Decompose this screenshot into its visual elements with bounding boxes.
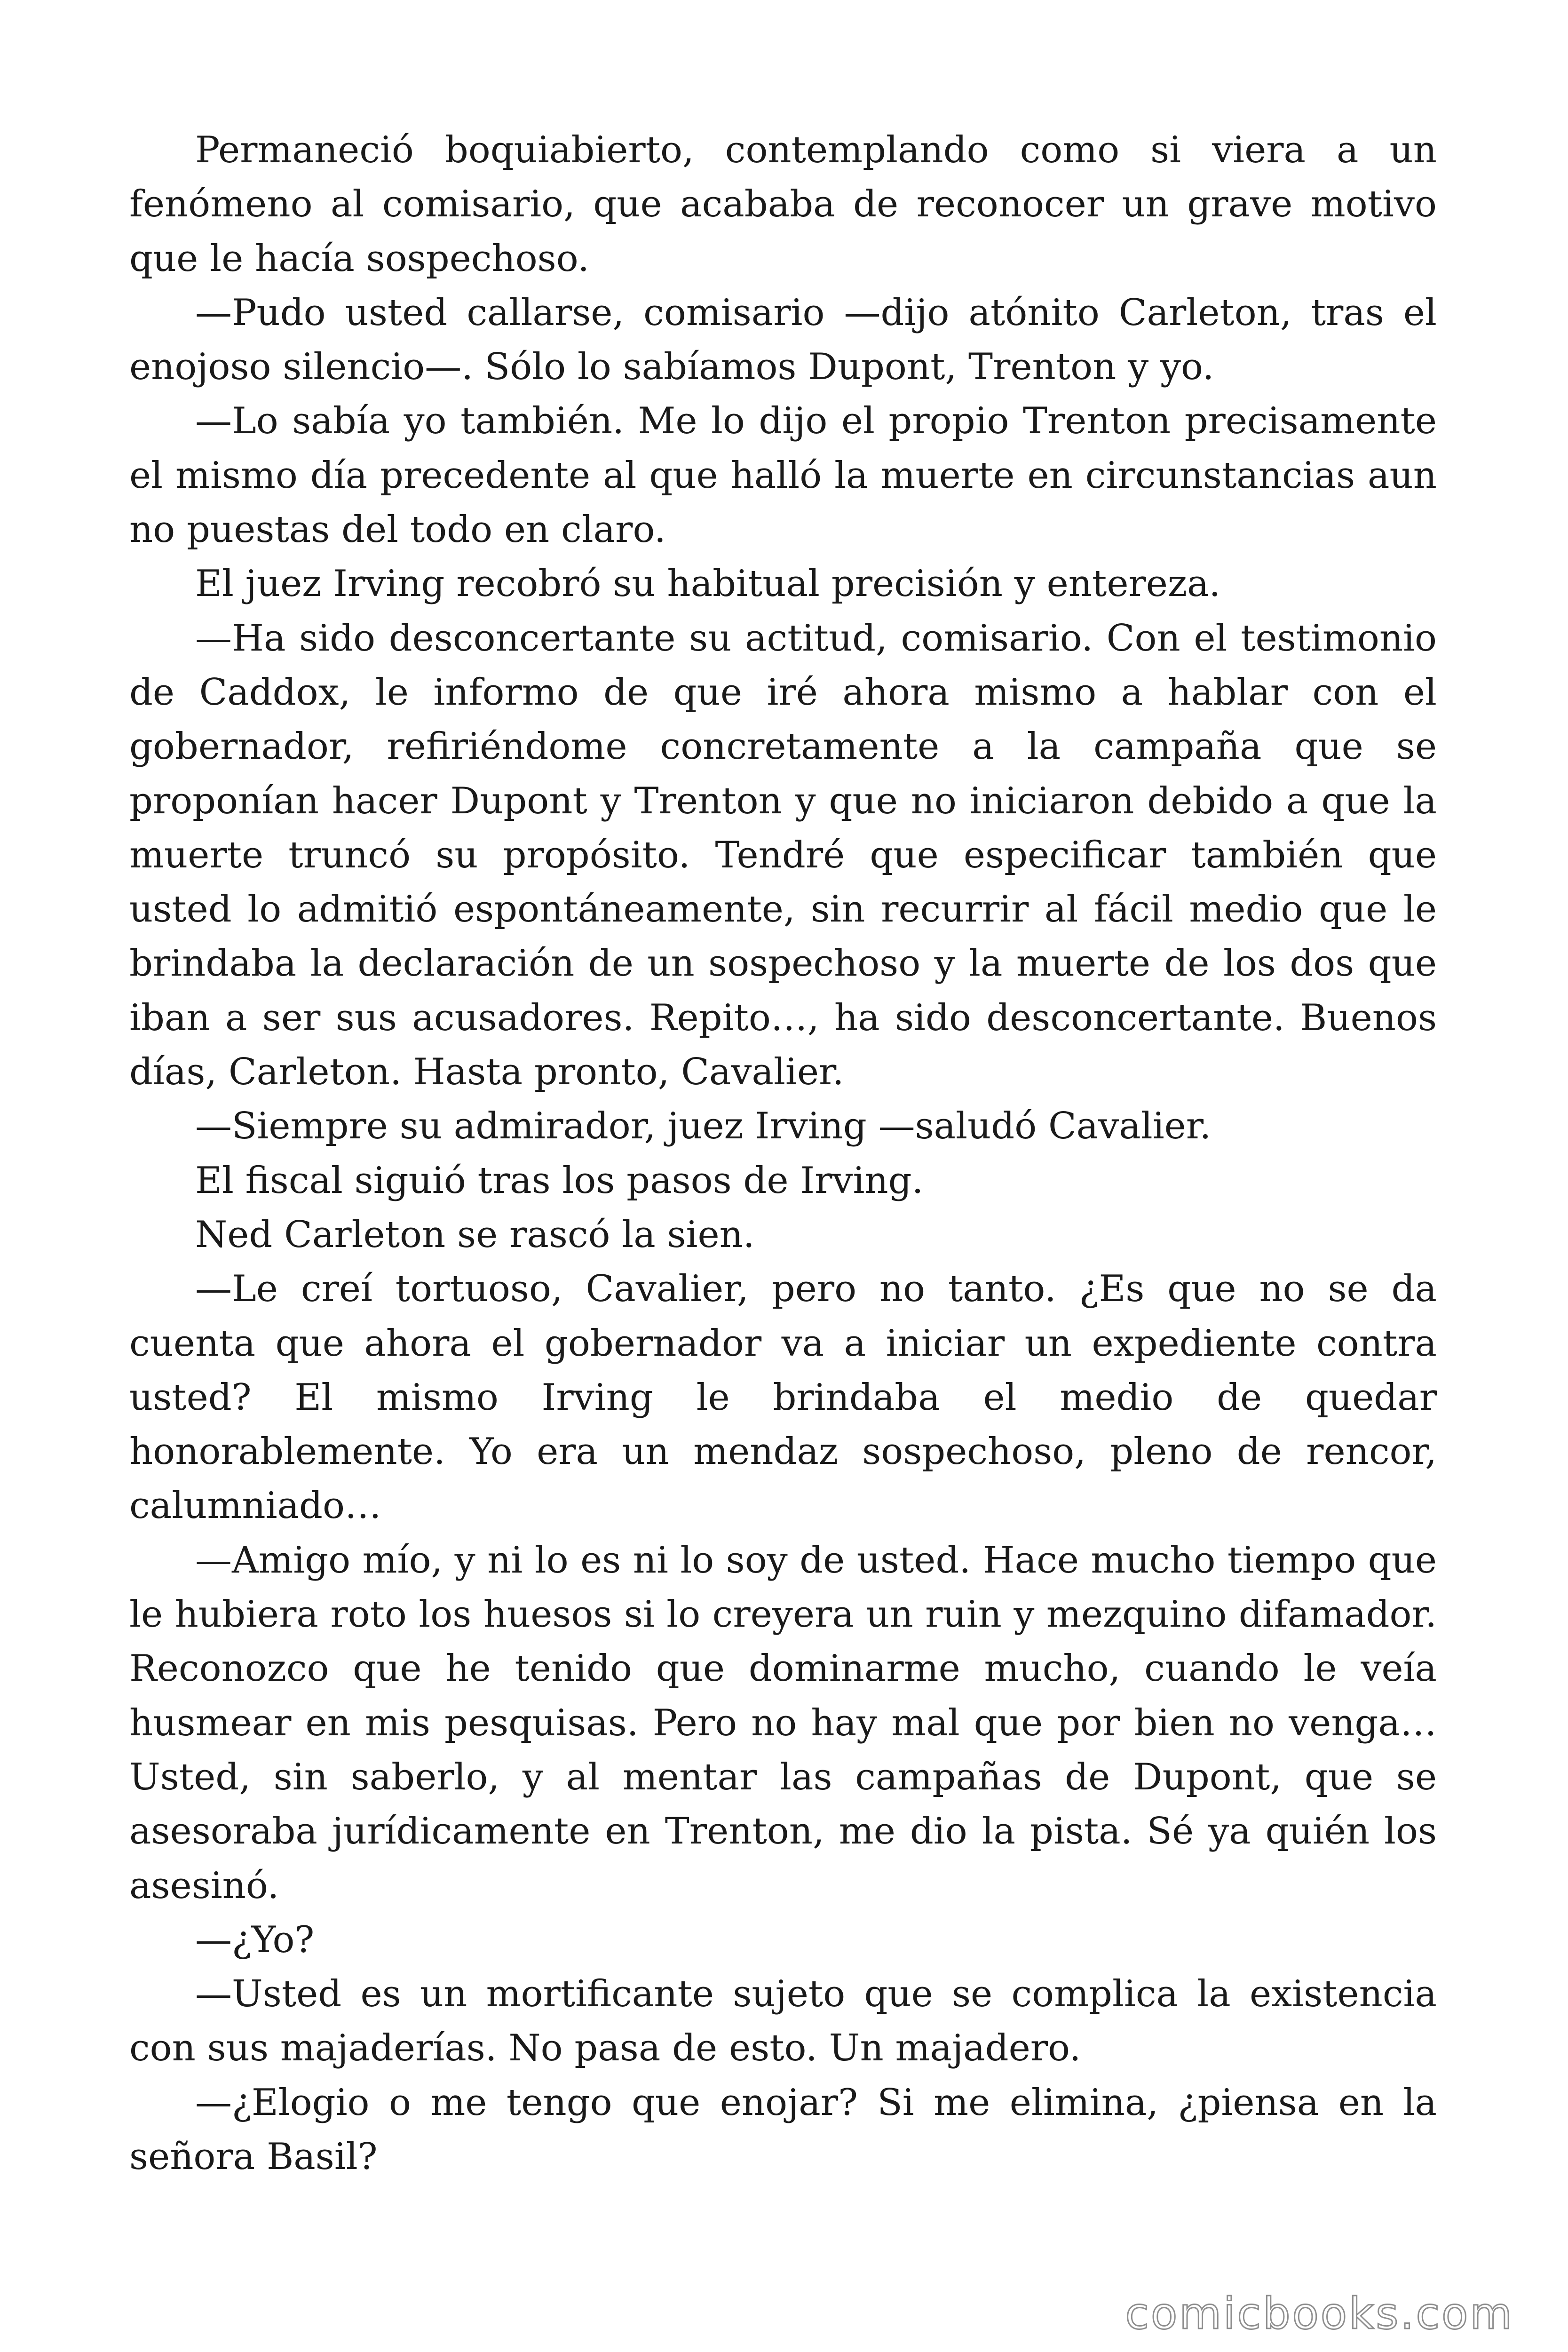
paragraph-5: —Ha sido desconcertante su actitud, comisario. Con el testimonio de Caddox, le informo de que iré ahora mismo a hablar con el gobernador, refiriéndome concretamente a la campaña que se proponían hacer Dupont y Trenton y que no iniciaron debido a que la muerte truncó su propósito. Tendré que especificar también que usted lo admitió espontáneamente, sin recurrir al fácil medio que le brindaba la declaración de un sospechoso y la muerte de los dos que iban a ser sus acusadores. Repito…, ha sido desconcertante. Buenos días, Carleton. Hasta pronto, Cavalier. — [129, 617, 1437, 1094]
paragraph-8: Ned Carleton se rascó la sien. — [195, 1213, 755, 1256]
body-text — [129, 123, 1437, 2184]
paragraph-11: —¿Yo? — [195, 1918, 315, 1961]
paragraph-7: El fiscal siguió tras los pasos de Irving. — [195, 1159, 924, 1202]
paragraph-1: Permaneció boquiabierto, contemplando como si viera a un fenómeno al comisario, que acababa de reconocer un grave motivo que le hacía sospechoso. — [129, 129, 1437, 280]
watermark: comicbooks.com — [1125, 2288, 1514, 2339]
paragraph-2: —Pudo usted callarse, comisario —dijo atónito Carleton, tras el enojoso silencio—. Sólo lo sabíamos Dupont, Trenton y yo. — [129, 291, 1437, 389]
paragraph-4: El juez Irving recobró su habitual precisión y entereza. — [195, 563, 1221, 605]
paragraph-3: —Lo sabía yo también. Me lo dijo el propio Trenton precisamente el mismo día precedente al que halló la muerte en circunstancias aun no puestas del todo en claro. — [129, 400, 1437, 551]
paragraph-13: —¿Elogio o me tengo que enojar? Si me elimina, ¿piensa en la señora Basil? — [129, 2081, 1437, 2178]
paragraph-9: —Le creí tortuoso, Cavalier, pero no tanto. ¿Es que no se da cuenta que ahora el gobernador va a iniciar un expediente contra usted? El mismo Irving le brindaba el medio de quedar honorablemente. Yo era un mendaz sospechoso, pleno de rencor, calumniado… — [129, 1268, 1437, 1527]
paragraph-12: —Usted es un mortificante sujeto que se complica la existencia con sus majaderías. No pasa de esto. Un majadero. — [129, 1973, 1437, 2070]
paragraph-6: —Siempre su admirador, juez Irving —saludó Cavalier. — [195, 1105, 1212, 1148]
paragraph-10: —Amigo mío, y ni lo es ni lo soy de usted. Hace mucho tiempo que le hubiera roto los huesos si lo creyera un ruin y mezquino difamador. Reconozco que he tenido que dominarme mucho, cuando le veía husmear en mis pesquisas. Pero no hay mal que por bien no venga… Usted, sin saberlo, y al mentar las campañas de Dupont, que se asesoraba jurídicamente en Trenton, me dio la pista. Sé ya quién los asesinó. — [129, 1539, 1437, 1907]
